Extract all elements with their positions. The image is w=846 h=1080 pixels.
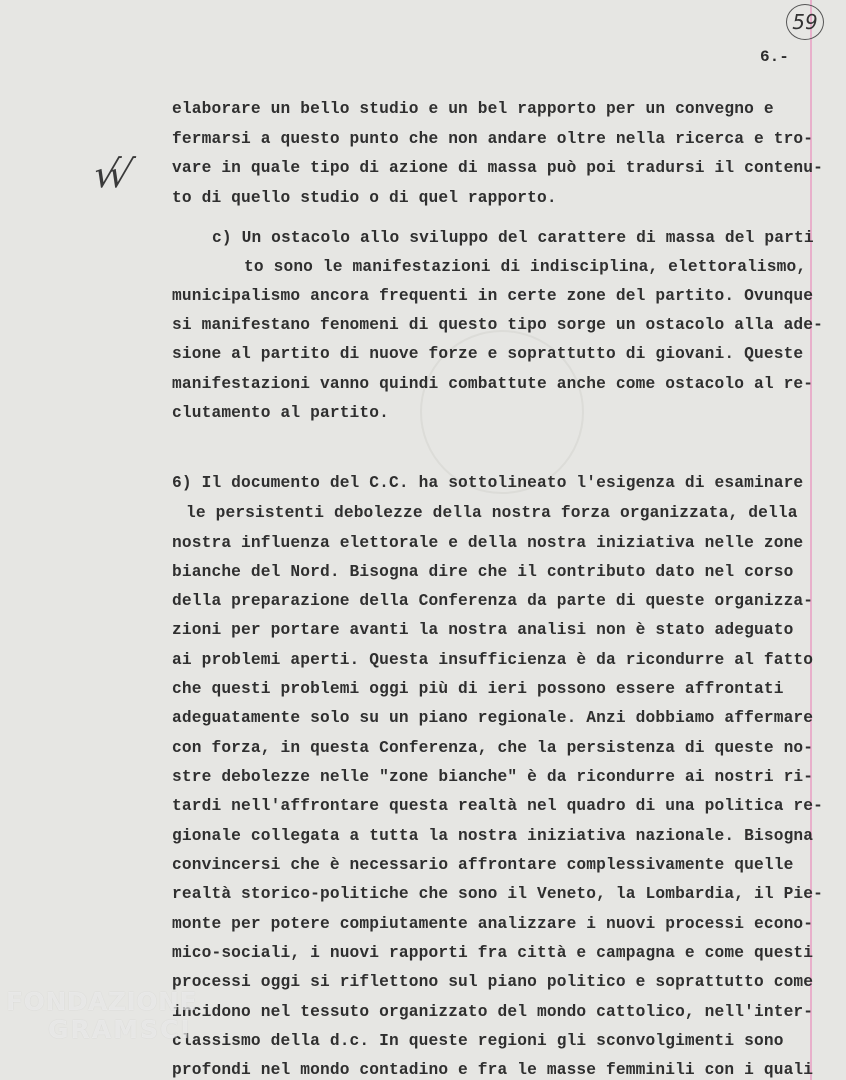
text-line: si manifestano fenomeni di questo tipo sorge un ostacolo alla ade- [172, 316, 824, 334]
text-line: elaborare un bello studio e un bel rapporto per un convegno e [172, 100, 774, 118]
text-line: c) Un ostacolo allo sviluppo del carattere di massa del parti [212, 229, 814, 247]
text-line: 6) Il documento del C.C. ha sottolineato l'esigenza di esaminare [172, 474, 804, 492]
text-line: le persistenti debolezze della nostra forza organizzata, della [186, 504, 798, 522]
text-line: mico-sociali, i nuovi rapporti fra città e campagna e come questi [172, 944, 814, 962]
text-line: monte per potere compiutamente analizzare i nuovi processi econo- [172, 915, 814, 933]
text-line: bianche del Nord. Bisogna dire che il contributo dato nel corso [172, 563, 794, 581]
watermark-line-2: GRAMSCI [48, 1015, 192, 1044]
text-line: processi oggi si riflettono sul piano politico e soprattutto come [172, 973, 814, 991]
text-line: ai problemi aperti. Questa insufficienza è da ricondurre al fatto [172, 651, 814, 669]
text-line: realtà storico-politiche che sono il Veneto, la Lombardia, il Pie- [172, 885, 824, 903]
text-line: manifestazioni vanno quindi combattute anche come ostacolo al re- [172, 375, 814, 393]
text-line: con forza, in questa Conferenza, che la persistenza di queste no- [172, 739, 814, 757]
text-line: che questi problemi oggi più di ieri possono essere affrontati [172, 680, 784, 698]
text-line: clutamento al partito. [172, 404, 390, 422]
archive-number: 59 [786, 4, 824, 40]
text-line: nostra influenza elettorale e della nostra iniziativa nelle zone [172, 534, 804, 552]
text-line: tardi nell'affrontare questa realtà nel quadro di una politica re- [172, 797, 824, 815]
text-line: municipalismo ancora frequenti in certe zone del partito. Ovunque [172, 287, 814, 305]
text-line: stre debolezze nelle "zone bianche" è da ricondurre ai nostri ri- [172, 768, 814, 786]
text-line: profondi nel mondo contadino e fra le masse femminili con i quali [172, 1061, 814, 1079]
text-line: sione al partito di nuove forze e soprattutto di giovani. Queste [172, 345, 804, 363]
text-line: to di quello studio o di quel rapporto. [172, 189, 557, 207]
text-line: zioni per portare avanti la nostra analisi non è stato adeguato [172, 621, 794, 639]
page-number: 6.- [760, 48, 789, 66]
text-line: gionale collegata a tutta la nostra iniziativa nazionale. Bisogna [172, 827, 814, 845]
text-line: fermarsi a questo punto che non andare oltre nella ricerca e tro- [172, 130, 814, 148]
text-line: incidono nel tessuto organizzato del mondo cattolico, nell'inter- [172, 1003, 814, 1021]
text-line: convincersi che è necessario affrontare complessivamente quelle [172, 856, 794, 874]
text-line: vare in quale tipo di azione di massa può poi tradursi il contenu- [172, 159, 824, 177]
text-line: della preparazione della Conferenza da parte di queste organizza- [172, 592, 814, 610]
text-line: to sono le manifestazioni di indisciplina, elettoralismo, [244, 258, 807, 276]
fondazione-gramsci-watermark [6, 988, 197, 1044]
margin-check-mark: √√ [89, 152, 128, 196]
text-line: adeguatamente solo su un piano regionale. Anzi dobbiamo affermare [172, 709, 814, 727]
text-line: classismo della d.c. In queste regioni gli sconvolgimenti sono [172, 1032, 784, 1050]
watermark-line-1: FONDAZIONE [6, 987, 198, 1016]
